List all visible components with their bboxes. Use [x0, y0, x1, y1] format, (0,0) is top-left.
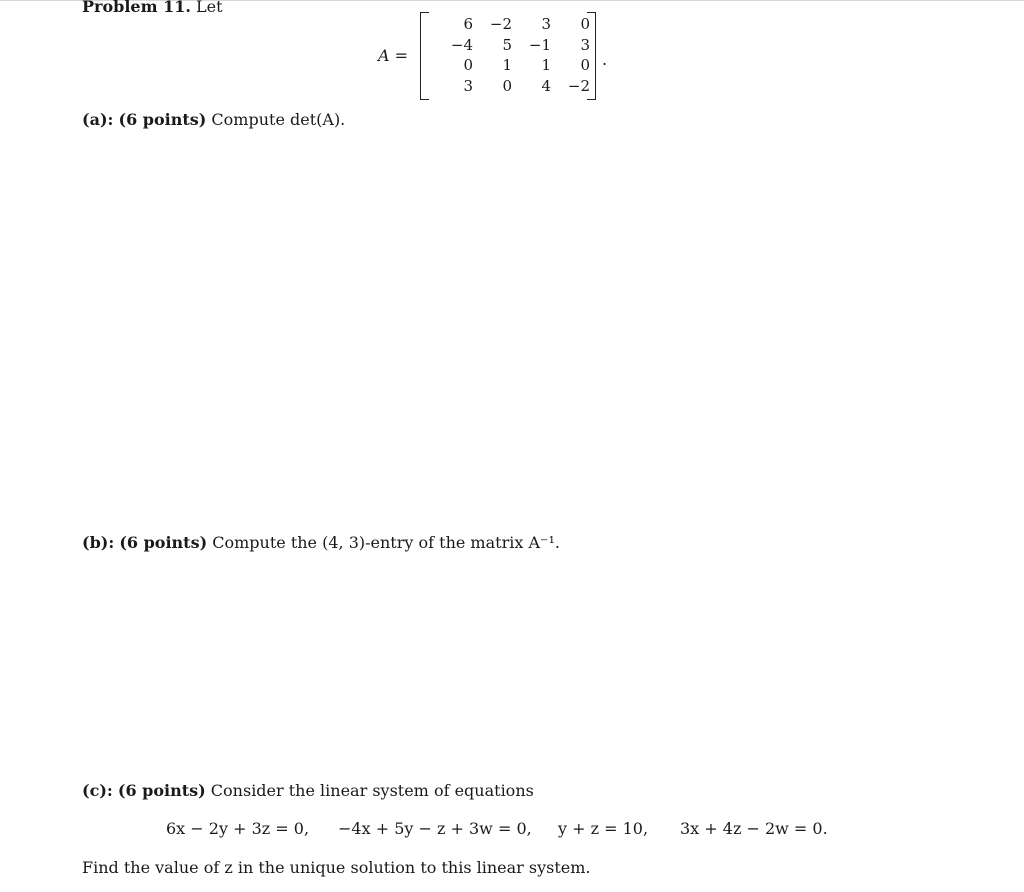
- matrix-cell: 3: [541, 15, 551, 33]
- part-b-points: (6 points): [119, 533, 208, 552]
- matrix-cell: −2: [567, 76, 590, 95]
- matrix-cell: 0: [580, 56, 590, 74]
- matrix-period: .: [602, 50, 608, 69]
- matrix-cell: 0: [463, 56, 473, 74]
- part-a-points: (6 points): [118, 110, 207, 129]
- matrix-cell: 4: [541, 76, 551, 95]
- problem-heading: [82, 0, 223, 16]
- matrix-cell: 1: [541, 56, 551, 74]
- equation-4: 3x + 4z − 2w = 0.: [680, 819, 828, 838]
- matrix-row: [434, 55, 590, 76]
- matrix-cell: 0: [580, 15, 590, 33]
- matrix-cell: 5: [502, 35, 512, 54]
- matrix: [420, 12, 596, 98]
- matrix-row: [434, 76, 590, 97]
- part-c-question: Find the value of z in the unique solution to this linear system.: [82, 858, 591, 877]
- equation-2: −4x + 5y − z + 3w = 0,: [338, 819, 532, 838]
- matrix-cell: −2: [489, 15, 512, 33]
- part-b-prompt: [82, 533, 560, 552]
- matrix-cell: 1: [502, 56, 512, 74]
- matrix-row: [434, 35, 590, 56]
- matrix-cell: −1: [528, 35, 551, 54]
- matrix-cell: 3: [580, 35, 590, 54]
- problem-number: Problem 11.: [82, 0, 191, 16]
- matrix-right-bracket: [587, 12, 596, 100]
- part-a-prompt: [82, 110, 345, 129]
- matrix-row: [434, 14, 590, 35]
- equation-1: 6x − 2y + 3z = 0,: [166, 819, 310, 838]
- matrix-cell: 6: [463, 15, 473, 33]
- part-c-text: Consider the linear system of equations: [210, 781, 534, 800]
- part-a-label: (a):: [82, 110, 114, 129]
- part-c-points: (6 points): [117, 781, 206, 800]
- equation-3: y + z = 10,: [558, 819, 649, 838]
- part-c-prompt: [82, 781, 534, 800]
- problem-intro: Let: [196, 0, 223, 16]
- matrix-grid: [434, 14, 590, 96]
- matrix-cell: −4: [450, 35, 473, 54]
- matrix-cell: 0: [502, 76, 512, 95]
- part-a-text: Compute det(A).: [211, 110, 346, 129]
- matrix-cell: 3: [463, 76, 473, 95]
- part-c-label: (c):: [82, 781, 113, 800]
- matrix-label: A =: [378, 46, 409, 65]
- part-b-text: Compute the (4, 3)-entry of the matrix A⁻¹.: [212, 533, 560, 552]
- matrix-left-bracket: [420, 12, 429, 100]
- part-b-label: (b):: [82, 533, 115, 552]
